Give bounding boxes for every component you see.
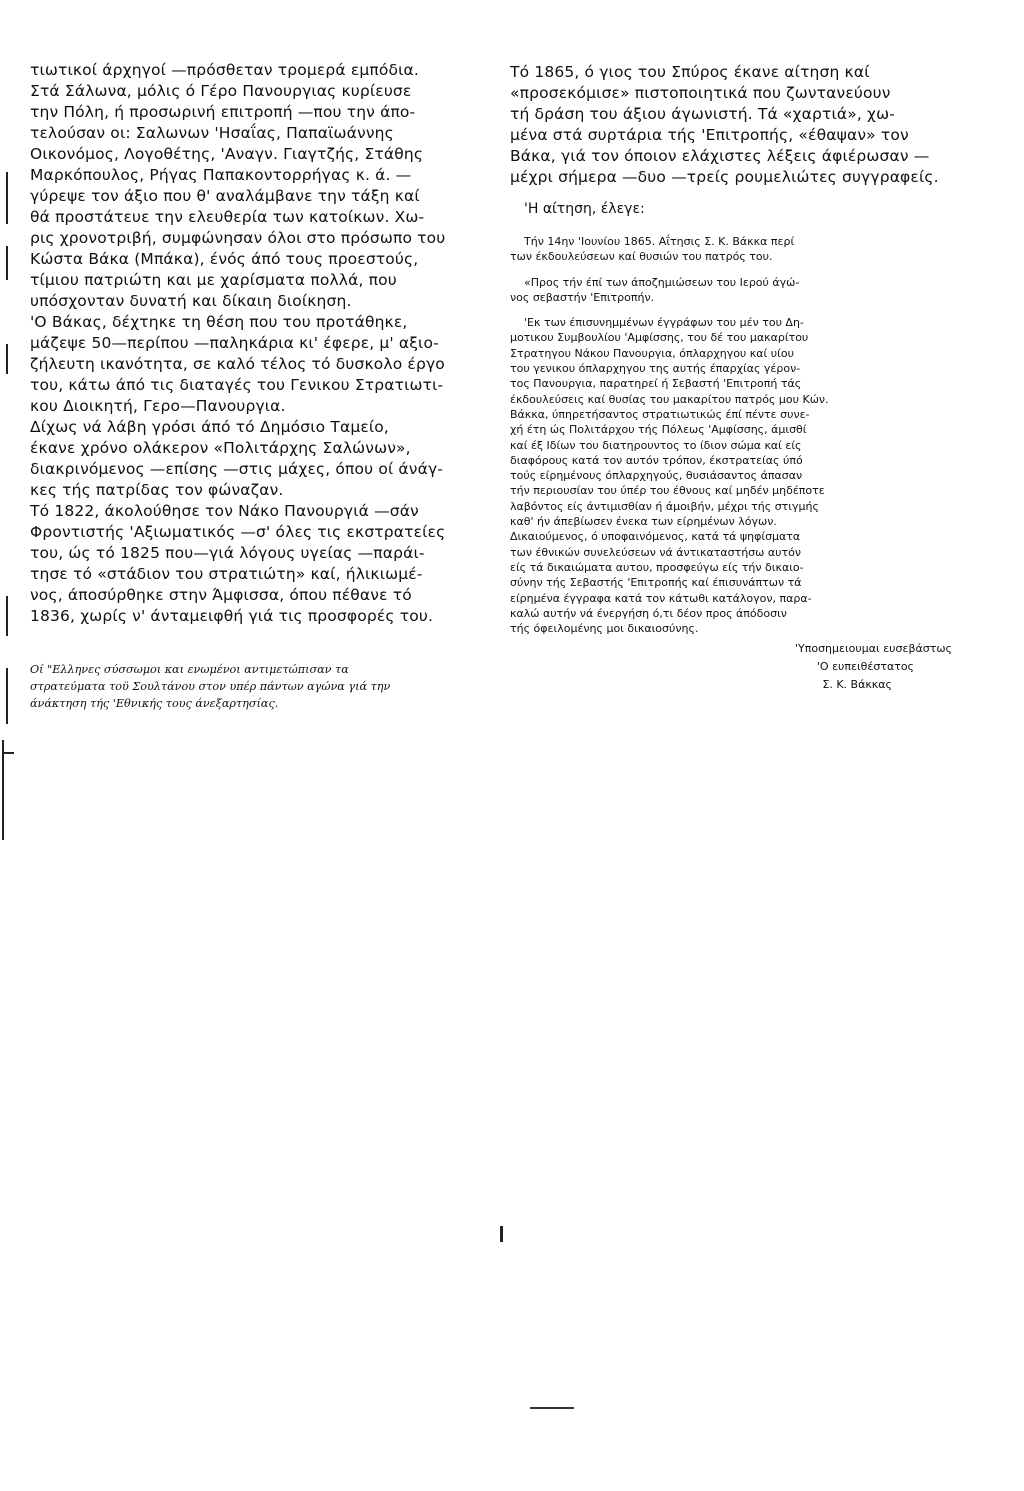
text-line: κες τής πατρίδας τον φώναζαν. — [30, 481, 284, 499]
text-line: διαφόρους κατά τον αυτόν τρόπον, έκστρατείας ύπό — [510, 453, 803, 467]
scan-margin-tick — [2, 752, 14, 754]
text-line: 1836, χωρίς ν' άνταμειφθή γιά τις προσφορές του. — [30, 607, 434, 625]
text-line: Οί "Ελληνες σύσσωμοι και ενωμένοι αντιμετώπισαν τα — [30, 663, 349, 676]
text-line: Τό 1822, άκολούθησε τον Νάκο Πανουργιά —σάν — [30, 502, 419, 520]
text-line: τος Πανουργια, παρατηρεί ή Σεβαστή 'Επιτροπή τάς — [510, 377, 802, 391]
text-line: μέχρι σήμερα —δυο —τρείς ρουμελιώτες συγγραφείς. — [510, 168, 939, 186]
text-line: «προσεκόμισε» πιστοποιητικά που ζωντανεύουν — [510, 84, 891, 102]
text-line: τή δράση του άξιου άγωνιστή. Τά «χαρτιά», χω- — [510, 105, 896, 123]
text-line: του, κάτω άπό τις διαταγές του Γενικου Στρατιωτι- — [30, 376, 444, 394]
text-line: χή έτη ώς Πολιτάρχου τής Πόλεως 'Αμφίσσης, άμισθί — [510, 423, 807, 437]
text-line: τήν περιουσίαν του ύπέρ του έθνους καί μηδέν μηδέποτε — [510, 484, 825, 498]
text-line: καθ' ήν άπεβίωσεν ένεκα των είρημένων λόγων. — [510, 515, 777, 529]
petition-header — [510, 234, 960, 265]
text-line: έκδουλεύσεις καί θυσίας του μακαρίτου πατρός μου Κών. — [510, 392, 829, 406]
text-line: τίμιου πατριώτη και με χαρίσματα πολλά, που — [30, 271, 397, 289]
text-line: Οικονόμος, Λογοθέτης, 'Αναγν. Γιαγτζής, Στάθης — [30, 145, 424, 163]
text-line: μάζεψε 50—περίπου —παληκάρια κι' έφερε, μ' αξιο- — [30, 334, 439, 352]
text-line: Δίχως νά λάβη γρόσι άπό τό Δημόσιο Ταμείο, — [30, 418, 389, 436]
text-line: λαβόντος είς άντιμισθίαν ή άμοιβήν, μέχρι τής στιγμής — [510, 499, 819, 513]
text-line: «Προς τήν έπί των άποζημιώσεων του Ιερού άγώ- — [524, 275, 800, 289]
text-line: νος σεβαστήν 'Επιτροπήν. — [510, 290, 655, 304]
text-line: Βάκκα, ύπηρετήσαντος στρατιωτικώς έπί πέντε συνε- — [510, 407, 810, 421]
text-line: τής όφειλομένης μοι δικαιοσύνης. — [510, 622, 699, 636]
text-line: Τήν 14ην 'Ιουνίου 1865. Αΐτησις Σ. Κ. Βάκκα περί — [524, 235, 795, 248]
text-line: Μαρκόπουλος, Ρήγας Παπακοντορρήγας κ. ά. — — [30, 166, 412, 184]
text-line: Βάκα, γιά τον όποιον ελάχιστες λέξεις άφιέρωσαν — — [510, 147, 930, 165]
text-line: του γενικου όπλαρχηγου της αυτής έπαρχίας γέρον- — [510, 362, 801, 376]
petition-heading: 'Η αίτηση, έλεγε: — [524, 201, 645, 217]
text-line: Φροντιστής 'Αξιωματικός —σ' όλες τις εκστρατείες — [30, 523, 446, 541]
text-line: 'Ο Βάκας, δέχτηκε τη θέση που του προτάθηκε, — [30, 313, 408, 331]
text-line: Σ. Κ. Βάκκας — [822, 678, 892, 692]
scan-margin-rule — [6, 172, 8, 224]
text-line: των έκδουλεύσεων καί θυσιών του πατρός του. — [510, 250, 773, 264]
text-line: θά προστάτευε την ελευθερία των κατοίκων. Χω- — [30, 208, 425, 226]
text-line: καί έξ Ιδίων του διατηρουντος το ίδιον σώμα καί είς — [510, 438, 802, 452]
text-line: νος, άποσύρθηκε στην Άμφισσα, όπου πέθανε τό — [30, 586, 412, 604]
text-line: είρημένα έγγραφα κατά τον κάτωθι κατάλογον, παρα- — [510, 591, 812, 605]
text-line: στρατεύματα τοϋ Σουλτάνου στον υπέρ πάντων αγώνα γιά την — [30, 680, 391, 693]
text-line: μοτικου Συμβουλίου 'Αμφίσσης, του δέ του μακαρίτου — [510, 331, 809, 345]
image-caption — [30, 661, 470, 712]
text-line: μένα στά συρτάρια τής 'Επιτροπής, «έθαψαν» τον — [510, 126, 909, 144]
left-column — [30, 60, 470, 627]
text-line: έκανε χρόνο ολάκερον «Πολιτάρχης Σαλώνων», — [30, 439, 411, 457]
scan-speck — [500, 1226, 503, 1242]
text-line: τησε τό «στάδιον του στρατιώτη» καί, ήλικιωμέ- — [30, 565, 423, 583]
text-line: την Πόλη, ή προσωρινή επιτροπή —που την άπο- — [30, 103, 416, 121]
text-line: τελούσαν οι: Σαλωνων 'Ησαΐας, Παπαϊωάννης — [30, 124, 394, 142]
text-line: είς τά δικαιώματα αυτου, προσφεύγω είς τήν δικαιο- — [510, 560, 804, 574]
text-line: τούς είρημένους όπλαρχηγούς, θυσιάσαντος άπασαν — [510, 469, 803, 483]
text-line: Τό 1865, ό γιος του Σπύρος έκανε αίτηση καί — [510, 63, 870, 81]
text-line: γύρεψε τον άξιο που θ' αναλάμβανε την τάξη καί — [30, 187, 420, 205]
text-line: ρις χρονοτριβή, συμφώνησαν όλοι στο πρόσωπο του — [30, 229, 446, 247]
right-intro-paragraph — [510, 62, 960, 188]
text-line: 'Υποσημειουμαι ευσεβάστως — [794, 642, 952, 656]
signature-block — [510, 640, 960, 694]
text-line: ζήλευτη ικανότητα, σε καλό τέλος τό δυσκολο έργο — [30, 355, 445, 373]
text-line: καλώ αυτήν νά ένεργήση ό,τι δέον προς άπόδοσιν — [510, 606, 787, 620]
right-column — [510, 62, 960, 694]
text-line: 'Ο ευπειθέστατος — [816, 660, 914, 674]
text-line: διακρινόμενος —επίσης —στις μάχες, όπου οί άνάγ- — [30, 460, 444, 478]
spacer — [510, 265, 960, 275]
scan-margin-rule — [6, 668, 8, 724]
text-line: Στά Σάλωνα, μόλις ό Γέρο Πανουργιας κυρίευσε — [30, 82, 412, 100]
spacer — [510, 305, 960, 315]
text-line: Στρατηγου Νάκου Πανουργια, όπλαρχηγου καί υίου — [510, 346, 794, 360]
text-line: τιωτικοί άρχηγοί —πρόσθεταν τρομερά εμπόδια. — [30, 61, 419, 79]
scan-dash — [530, 1407, 574, 1409]
text-line: των έθνικών συνελεύσεων νά άντικαταστήσω αυτόν — [510, 545, 801, 559]
petition-body — [510, 315, 960, 636]
scan-margin-rule — [6, 344, 8, 374]
text-line: 'Εκ των έπισυνημμένων έγγράφων του μέν του Δη- — [524, 316, 804, 330]
petition-address — [510, 275, 960, 306]
text-line: Κώστα Βάκα (Μπάκα), ένός άπό τους προεστούς, — [30, 250, 419, 268]
text-line: σύνην τής Σεβαστής 'Επιτροπής καί έπισυνάπτων τά — [510, 576, 802, 590]
text-line: κου Διοικητή, Γερο—Πανουργια. — [30, 397, 286, 415]
scan-margin-rule — [6, 596, 8, 636]
text-line: του, ώς τό 1825 που—γιά λόγους υγείας —παράι- — [30, 544, 425, 562]
scan-margin-rule — [6, 246, 8, 280]
scan-margin-rule — [2, 740, 4, 840]
text-line: υπόσχονταν δυνατή και δίκαιη διοίκηση. — [30, 292, 352, 310]
text-line: Δικαιούμενος, ό υποφαινόμενος, κατά τά ψηφίσματα — [510, 530, 801, 544]
text-line: άνάκτηση τής 'Εθνικής τους άνεξαρτησίας. — [30, 697, 279, 710]
